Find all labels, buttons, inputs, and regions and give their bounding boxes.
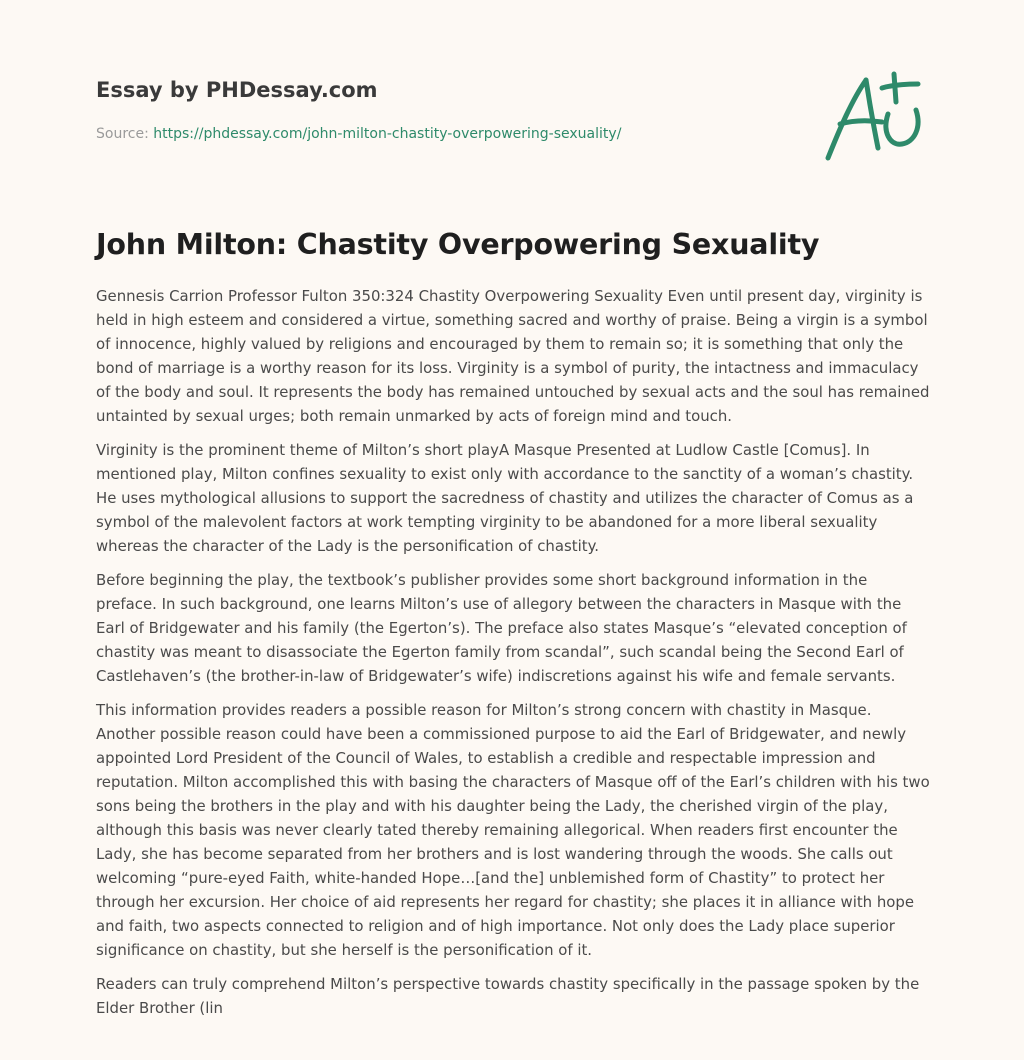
paragraph: This information provides readers a possible reason for Milton’s strong concern with chastity in Masque. Another possible reason could have been a commissioned purpose to aid the Earl of Bridgewater, and newly appointed Lord President of the Council of Wales, to establish a credible and respectable impression and reputation. Milton accomplished this with basing the characters of Masque off of the Earl’s children with his two sons being the brothers in the play and with his daughter being the Lady, the cherished virgin of the play, although this basis was never clearly tated thereby remaining allegorical. When readers first encounter the Lady, she has become separated from her brothers and is lost wandering through the woods. She calls out welcoming “pure-eyed Faith, white-handed Hope…[and the] unblemished form of Chastity” to protect her through her excursion. Her choice of aid represents her regard for chastity; she places it in alliance with hope and faith, two aspects connected to religion and of high importance. Not only does the Lady place superior significance on chastity, but she herself is the personification of it. — [96, 701, 930, 959]
source-link[interactable]: https://phdessay.com/john-milton-chastity-overpowering-sexuality/ — [153, 126, 622, 142]
paragraph: Readers can truly comprehend Milton’s perspective towards chastity specifically in the passage spoken by the Elder Brother (lin — [96, 975, 920, 1017]
source-label: Source: — [96, 126, 154, 142]
paragraph: Virginity is the prominent theme of Milton’s short playA Masque Presented at Ludlow Castle [Comus]. In mentioned play, Milton confines sexuality to exist only with accordance to the sanctity of a woman’s chastity. He uses mythological allusions to support the sacredness of chastity and utilizes the character of Comus as a symbol of the malevolent factors at work tempting virginity to be abandoned for a more liberal sexuality whereas the character of the Lady is the personification of chastity. — [96, 441, 914, 555]
paragraph: Gennesis Carrion Professor Fulton 350:324 Chastity Overpowering Sexuality Even until present day, virginity is held in high esteem and considered a virtue, something sacred and worthy of praise. Being a virgin is a symbol of innocence, highly valued by religions and encouraged by them to remain so; it is something that only the bond of marriage is a worthy reason for its loss. Virginity is a symbol of purity, the intactness and immaculacy of the body and soul. It represents the body has remained untouched by sexual acts and the soul has remained untainted by sexual urges; both remain unmarked by acts of foreign mind and touch. — [96, 287, 930, 425]
source-line — [96, 124, 796, 144]
site-title: Essay by PHDessay.com — [96, 78, 378, 102]
article-title: John Milton: Chastity Overpowering Sexuality — [96, 228, 820, 261]
article-body — [96, 284, 932, 1020]
a-plus-icon — [818, 62, 930, 166]
essay-header — [96, 76, 796, 144]
paragraph: Before beginning the play, the textbook’s publisher provides some short background information in the preface. In such background, one learns Milton’s use of allegory between the characters in Masque with the Earl of Bridgewater and his family (the Egerton’s). The preface also states Masque’s “elevated conception of chastity was meant to disassociate the Egerton family from scandal”, such scandal being the Second Earl of Castlehaven’s (the brother-in-law of Bridgewater’s wife) indiscretions against his wife and female servants. — [96, 571, 907, 685]
